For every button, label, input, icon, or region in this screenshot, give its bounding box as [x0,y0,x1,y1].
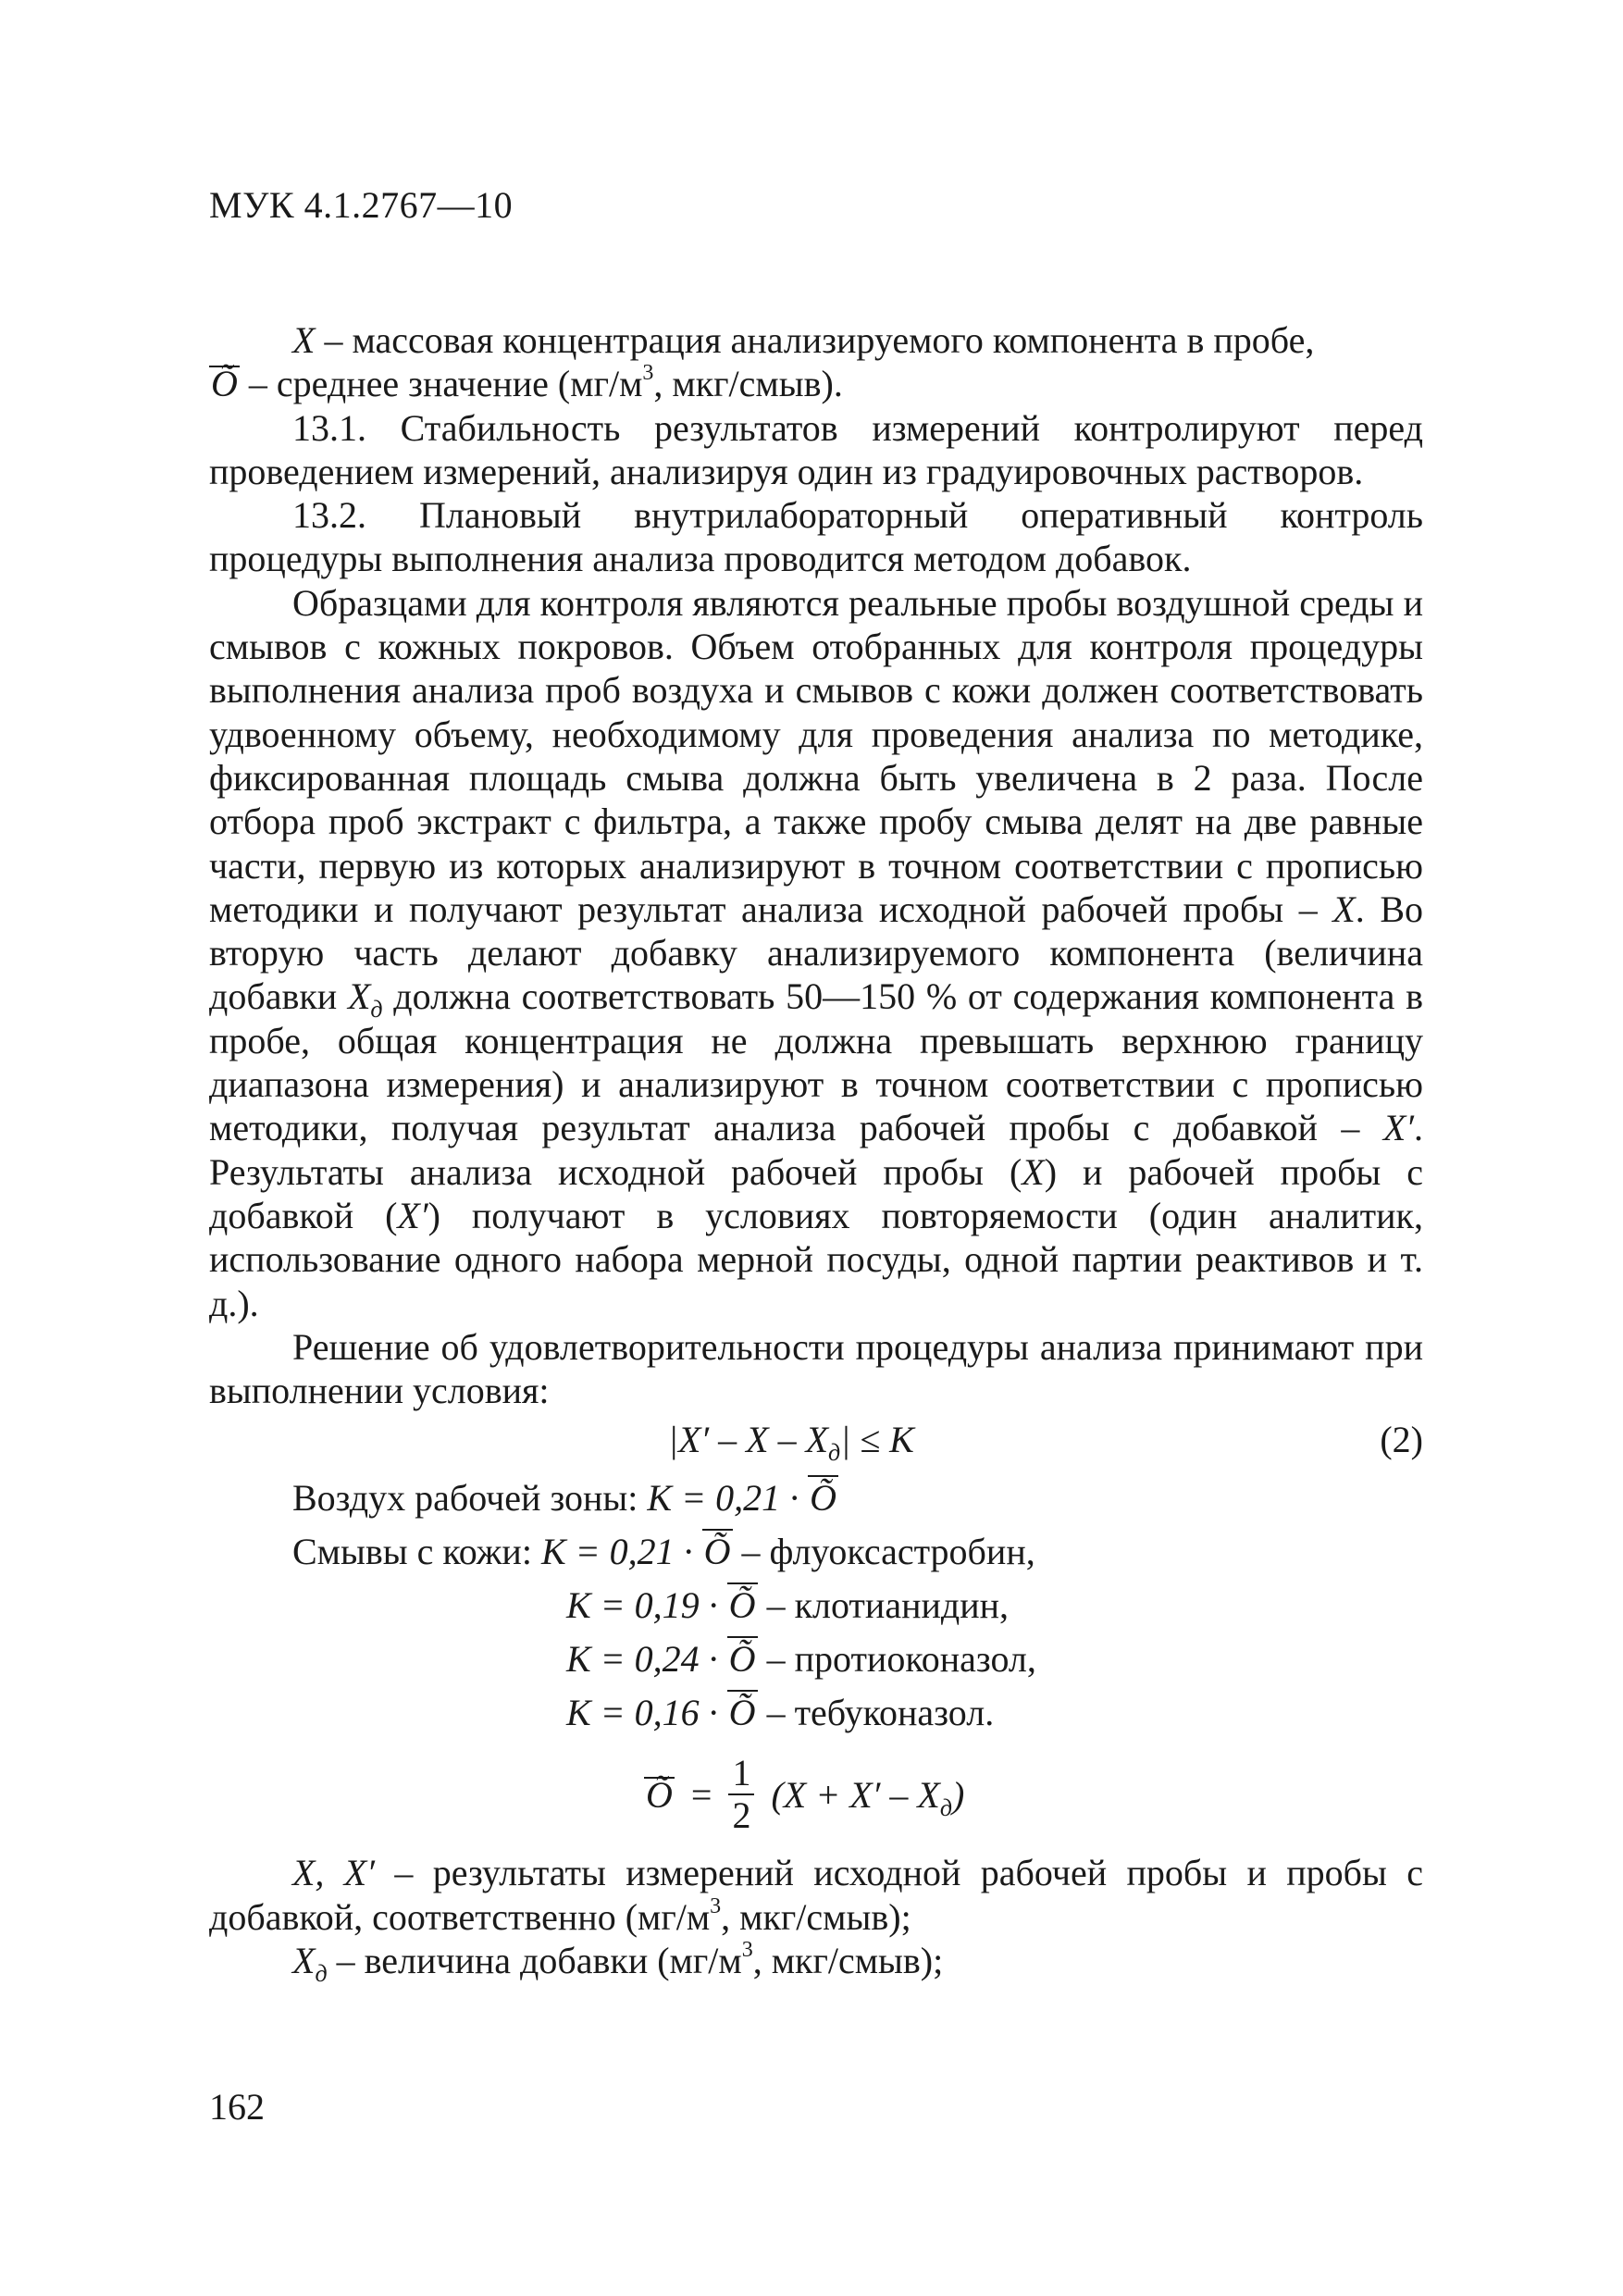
definition-text-b: , мкг/смыв); [721,1895,911,1938]
k-air-expr: K = 0,21 · [647,1477,809,1520]
text-segment: должна соответствовать 50—150 % от содержания компонента в пробе, общая концентрация не должна превышать верхнюю границу диапазона измерения) и анализируют в точном соответствии с прописью методики, получая результат анализа рабочей пробы с добавкой – [209,975,1423,1149]
text-segment: ) получают в условиях повторяемости (один аналитик, использование одного набора мерной посуды, одной партии реактивов и т. д.). [209,1194,1423,1324]
formula-mean-rhs [771,1773,965,1821]
symbols-x-xprime: X, X′ [292,1852,375,1894]
k-skin-expr: K = 0,16 · [566,1692,727,1734]
compound-name: – клотианидин, [757,1584,1010,1627]
formula-mean-expression [644,1753,964,1836]
symbol-mean: Õ [727,1632,758,1686]
x-definition-text: – массовая концентрация анализируемого компонента в пробе, [315,319,1315,361]
fraction-one-half [728,1753,754,1836]
compound-name: – протиоконазол, [757,1638,1036,1681]
formula-2-number: (2) [1380,1419,1423,1461]
skin-label: Смывы с кожи: [292,1531,541,1573]
paragraph-x-xprime-definition [209,1851,1423,1939]
air-label: Воздух рабочей зоны: [292,1477,648,1520]
rhs-part: ) [951,1773,965,1816]
symbol-x: X [292,319,316,361]
symbol-mean: Õ [211,363,238,405]
paragraph-decision: Решение об удовлетворительности процедуры анализа принимают при выполнении условия: [209,1325,1423,1412]
compound-name: – тебуконазол. [757,1692,995,1734]
k-skin-line-2 [209,1579,1423,1632]
symbol-mean: Õ [702,1525,733,1579]
symbol-x: X [1332,887,1356,930]
formula-2-part: |X′ – X – X [668,1419,829,1461]
k-skin-line-4 [209,1686,1423,1740]
subscript-d: д [315,1960,328,1988]
definition-text-a: – величина добавки (мг/м [327,1940,742,1982]
formula-2-subscript: д [828,1439,841,1467]
symbol-mean: Õ [808,1471,838,1525]
paragraph-control-samples [209,581,1423,1325]
definition-text-a: – результаты измерений исходной рабочей пробы и пробы с добавкой, соответственно (мг/м [209,1852,1423,1938]
formula-2-part: | ≤ K [840,1419,914,1461]
symbol-x-prime: X′ [1382,1107,1414,1149]
document-code-header: МУК 4.1.2767—10 [209,184,514,226]
paragraph-x-definition [209,318,1423,362]
symbol-x: X [1022,1150,1045,1193]
mean-definition-text-a: – среднее значение (мг/м [239,363,643,405]
symbol-mean: Õ [727,1579,758,1632]
symbol-x-prime: X′ [397,1194,428,1236]
page-number: 162 [209,2086,265,2128]
mean-definition-text-b: , мкг/смыв). [653,363,843,405]
superscript-3: 3 [642,361,654,386]
rhs-part: (X + X′ – X [771,1773,940,1816]
rhs-subscript: д [939,1793,952,1821]
formula-mean [209,1740,1423,1851]
formula-2 [209,1412,1423,1471]
k-skin-line-1 [209,1525,1423,1579]
definition-text-b: , мкг/смыв); [752,1940,944,1982]
fraction-denominator: 2 [732,1794,751,1837]
subscript-d: д [370,996,383,1024]
text-segment: . Результаты анализа исходной рабочей пробы ( [209,1107,1423,1193]
symbol-mean: Õ [646,1773,673,1816]
text-segment: ) и рабочей пробы с добавкой ( [209,1150,1423,1236]
text-segment: Образцами для контроля являются реальные пробы воздушной среды и смывов с кожных покровов. Объем отобранных для контроля процедуры выполнения анализа проб воздуха и смывов с кожи должен соответствовать удвоенному объему, необходимому для проведения анализа по методике, фиксированная площадь смыва должна быть увеличена в 2 раза. После отбора проб экстракт с фильтра, а также пробу смыва делят на две равные части, первую из которых анализируют в точном соответствии с прописью методики и получают результат анализа исходной рабочей пробы – [209,581,1423,930]
k-skin-expr: K = 0,24 · [566,1638,727,1681]
page-body [209,318,1424,1988]
fraction-numerator: 1 [732,1752,751,1794]
paragraph-13-1: 13.1. Стабильность результатов измерений контролируют перед проведением измерений, анализируя один из градуировочных растворов. [209,406,1423,492]
compound-name: – флуоксастробин, [732,1531,1035,1573]
symbol-mean: Õ [727,1686,758,1740]
paragraph-mean-definition [209,362,1423,405]
k-skin-expr: K = 0,19 · [566,1584,727,1627]
text-segment: . Во вторую часть делают добавку анализируемого компонента (величина добавки [209,887,1424,1018]
superscript-3: 3 [741,1938,753,1963]
equals-sign: = [690,1773,712,1816]
k-air-line [209,1471,1423,1525]
superscript-3: 3 [710,1893,722,1918]
formula-2-expression [668,1418,914,1467]
k-coefficients [209,1471,1423,1740]
symbol-xd: X [347,975,371,1018]
k-skin-line-3 [209,1632,1423,1686]
paragraph-xd-definition [209,1938,1423,1988]
paragraph-13-2: 13.2. Плановый внутрилабораторный оперативный контроль процедуры выполнения анализа проводится методом добавок. [209,494,1423,580]
k-skin-expr: K = 0,21 · [540,1531,702,1573]
symbol-xd: X [292,1940,316,1982]
